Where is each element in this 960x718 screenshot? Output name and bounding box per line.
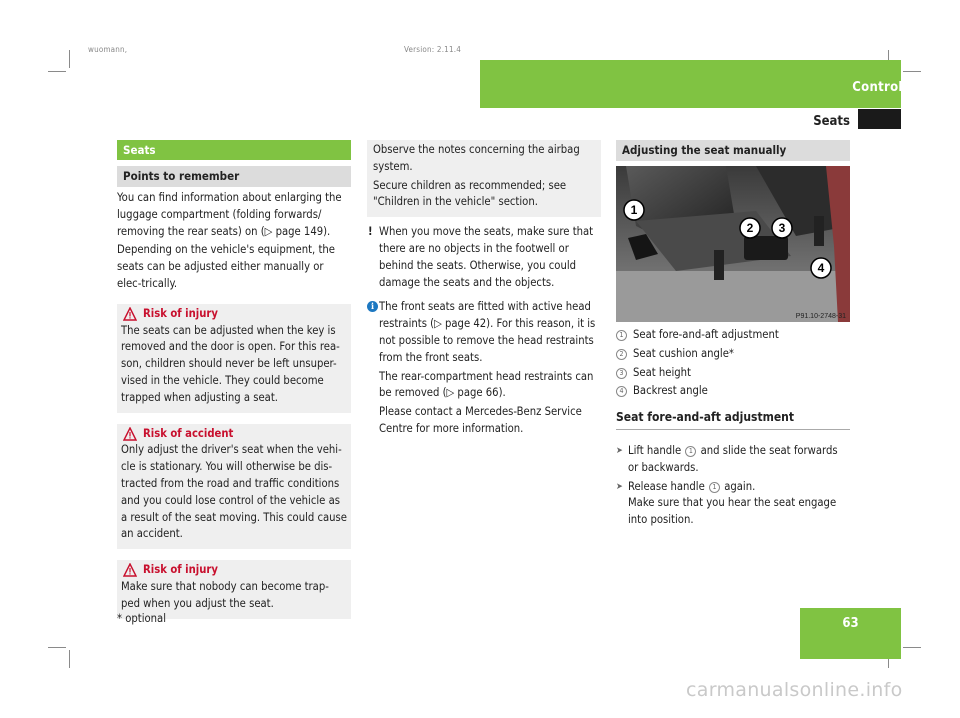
warning-box-accident [117,424,351,550]
info-text: The rear-compartment head restraints can be removed (▷ page 66). [379,369,594,400]
info-note [367,299,601,437]
warning-title [143,306,347,323]
step-number: 1 [709,482,720,493]
left-column [117,140,351,619]
seat-illustration [616,166,850,322]
airbag-note-box [367,140,601,217]
warning-triangle-icon [123,563,137,577]
intro-paragraph-2: Depending on the vehicle's equipment, the seats can be adjusted either manually or elec-trically. [117,243,335,290]
note-line: Observe the notes concerning the airbag system. [373,143,580,173]
crop-mark [903,71,921,72]
caution-icon: ! [368,225,373,239]
step-note: Make sure that you hear the seat engage into position. [628,496,837,527]
footnote: * optional [117,612,167,625]
legend-number: 2 [616,349,627,360]
warning-title-text: Risk of accident [143,426,234,440]
note-line: Secure children as recommended; see "Children in the vehicle" section. [373,178,567,209]
legend-label: Backrest angle [633,384,708,398]
page-number: 63 [842,616,859,631]
step-text: again. [724,479,756,493]
legend-list [616,327,850,400]
crop-mark [903,647,921,648]
legend-label: Seat height [633,365,691,379]
intro-paragraph-1: You can find information about enlarging the luggage compartment (folding forwards/ removing the rear seats) on (▷ page 149). [117,191,342,238]
watermark: carmanualsonline.info [686,679,903,701]
section-title: Controls [852,80,910,95]
warning-box-injury-1 [117,304,351,413]
subsection-bar-points: Points to remember [117,166,351,187]
warning-title-text: Risk of injury [143,306,218,320]
step-text: Lift handle [628,443,682,457]
legend-number: 3 [616,368,627,379]
callout-4: 4 [817,261,825,275]
caution-text: When you move the seats, make sure that there are no objects in the footwell or behind the seats. Otherwise, you could damage the seats and the objects. [379,225,594,289]
callout-2: 2 [746,221,754,235]
legend-item [616,383,850,400]
crop-mark [69,50,70,68]
section-bar-seats: Seats [117,140,351,160]
legend-label: Seat cushion angle* [633,346,734,360]
crop-mark [48,71,66,72]
warning-triangle-icon [123,427,137,441]
crop-mark [69,650,70,668]
warning-box-injury-2 [117,560,351,618]
crop-mark [48,647,66,648]
subsection-bar-adjusting: Adjusting the seat manually [616,140,850,161]
legend-item [616,327,850,344]
callout-3: 3 [778,221,786,235]
caution-note [367,224,601,291]
step-arrow-icon: ➤ [616,445,623,456]
step-text: and slide the seat forwards or backwards. [628,443,838,474]
warning-triangle-icon [123,307,137,321]
step-arrow-icon: ➤ [616,481,623,492]
section-header-band [480,60,901,108]
info-text: Please contact a Mercedes-Benz Service Centre for more information. [379,405,582,435]
middle-column [367,140,601,440]
callout-1: 1 [630,203,638,217]
photo-code: P91.10-2748-31 [795,313,846,320]
legend-number: 4 [616,386,627,397]
warning-text: Only adjust the driver's seat when the vehi-cle is stationary. You will otherwise be dis-tracted from the road and traffic conditions and you could lose control of the vehicle as a result of the seat moving. This could cause an accident. [121,443,347,541]
print-meta-left: wuomann, [88,45,128,54]
legend-number: 1 [616,330,627,341]
info-text: The front seats are fitted with active head restraints (▷ page 42). For this reason, it is not possible to remove the head restraints from the front seats. [379,300,596,364]
step-item [616,479,850,529]
print-meta-right: Version: 2.11.4 [404,45,461,54]
warning-title [143,562,347,579]
seat-photo [616,166,850,322]
warning-title-text: Risk of injury [143,563,218,577]
warning-title [143,426,347,443]
page-title: Seats [813,114,850,129]
legend-label: Seat fore-and-aft adjustment [633,328,779,341]
step-text: Release handle [628,479,705,493]
subheading-fore-aft: Seat fore-and-aft adjustment [616,409,850,430]
right-column [616,140,850,531]
info-icon: i [367,301,378,312]
legend-item [616,346,850,363]
step-item [616,443,850,477]
step-number: 1 [685,446,696,457]
warning-text: The seats can be adjusted when the key is removed and the door is open. For this rea-son, children should never be left unsuper-vised in the vehicle. They could become trapped when adjusting a seat. [121,323,340,404]
legend-item [616,365,850,382]
warning-text: Make sure that nobody can become trap-ped when you adjust the seat. [121,579,329,610]
thumb-tab [858,109,901,129]
